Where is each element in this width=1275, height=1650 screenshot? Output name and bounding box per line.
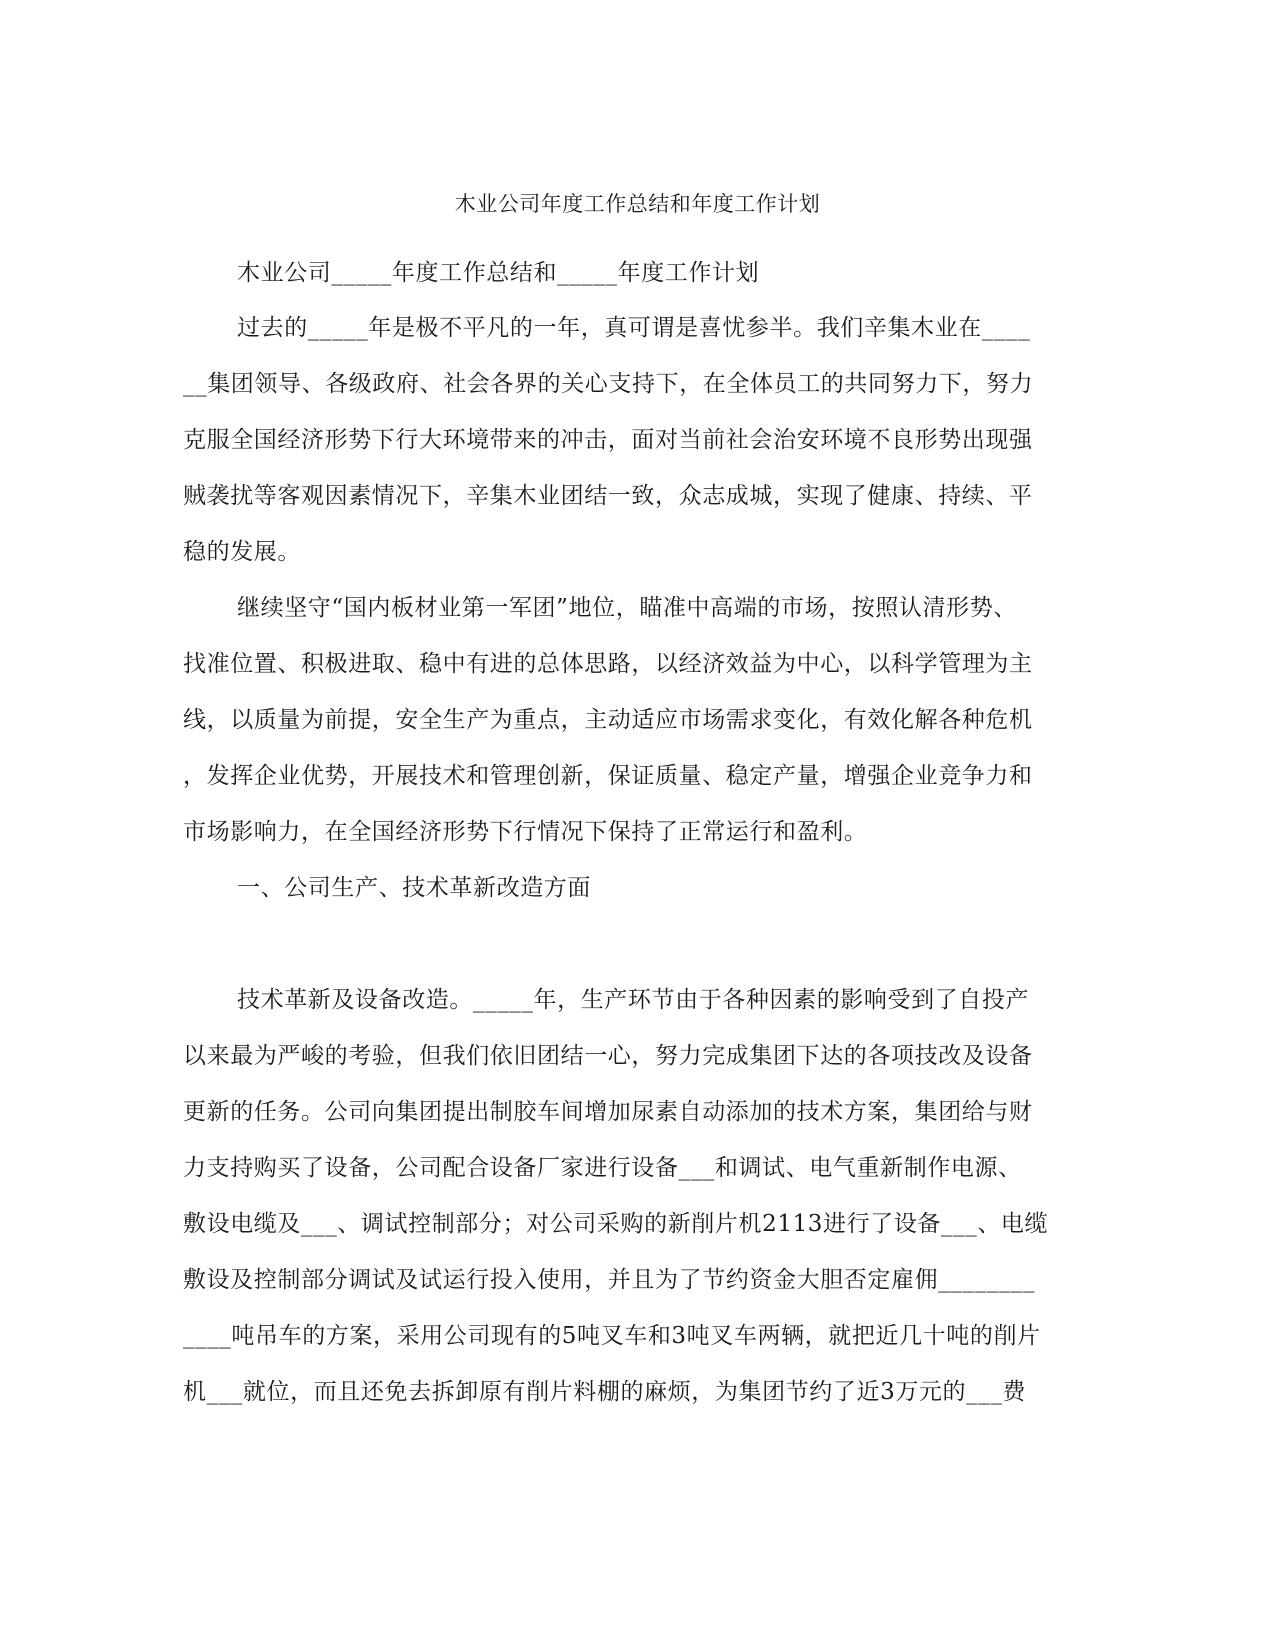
paragraph-line: 技术革新及设备改造。_____年，生产环节由于各种因素的影响受到了自投产 — [237, 987, 1030, 1013]
paragraph-line: ，发挥企业优势，开展技术和管理创新，保证质量、稳定产量，增强企业竞争力和 — [183, 763, 1033, 789]
paragraph-line: 机___就位，而且还免去拆卸原有削片料棚的麻烦，为集团节约了近3万元的___费 — [183, 1379, 1027, 1405]
paragraph-line: __集团领导、各级政府、社会各界的关心支持下，在全体员工的共同努力下，努力 — [183, 371, 1034, 397]
paragraph-line: 敷设电缆及___、调试控制部分；对公司采购的新削片机2113进行了设备___、电缆 — [183, 1211, 1049, 1237]
paragraph-line: 找准位置、积极进取、稳中有进的总体思路，以经济效益为中心，以科学管理为主 — [183, 651, 1033, 677]
paragraph-line: 稳的发展。 — [183, 539, 301, 565]
paragraph-line: 市场影响力，在全国经济形势下行情况下保持了正常运行和盈利。 — [183, 819, 868, 845]
paragraph-line: 过去的_____年是极不平凡的一年，真可谓是喜忧参半。我们辛集木业在____ — [237, 315, 1031, 341]
paragraph-line: 线，以质量为前提，安全生产为重点，主动适应市场需求变化，有效化解各种危机 — [183, 707, 1033, 733]
paragraph-line: 以来最为严峻的考验，但我们依旧团结一心，努力完成集团下达的各项技改及设备 — [183, 1043, 1033, 1069]
document-title: 木业公司年度工作总结和年度工作计划 — [454, 192, 821, 216]
paragraph-line: 力支持购买了设备，公司配合设备厂家进行设备___和调试、电气重新制作电源、 — [183, 1155, 1022, 1181]
paragraph-line: 贼袭扰等客观因素情况下，辛集木业团结一致，众志成城，实现了健康、持续、平 — [183, 483, 1033, 509]
paragraph-line-heading: 木业公司_____年度工作总结和_____年度工作计划 — [237, 260, 760, 286]
paragraph-line: ____吨吊车的方案，采用公司现有的5吨叉车和3吨叉车两辆，就把近几十吨的削片 — [183, 1323, 1041, 1349]
paragraph-line: 更新的任务。公司向集团提出制胶车间增加尿素自动添加的技术方案，集团给与财 — [183, 1099, 1033, 1125]
paragraph-line: 克服全国经济形势下行大环境带来的冲击，面对当前社会治安环境不良形势出现强 — [183, 427, 1033, 453]
paragraph-line: 继续坚守“国内板材业第一军团”地位，瞄准中高端的市场，按照认清形势、 — [237, 595, 1017, 621]
paragraph-line: 敷设及控制部分调试及试运行投入使用，并且为了节约资金大胆否定雇佣________ — [183, 1267, 1035, 1293]
section-heading: 一、公司生产、技术革新改造方面 — [237, 875, 591, 901]
